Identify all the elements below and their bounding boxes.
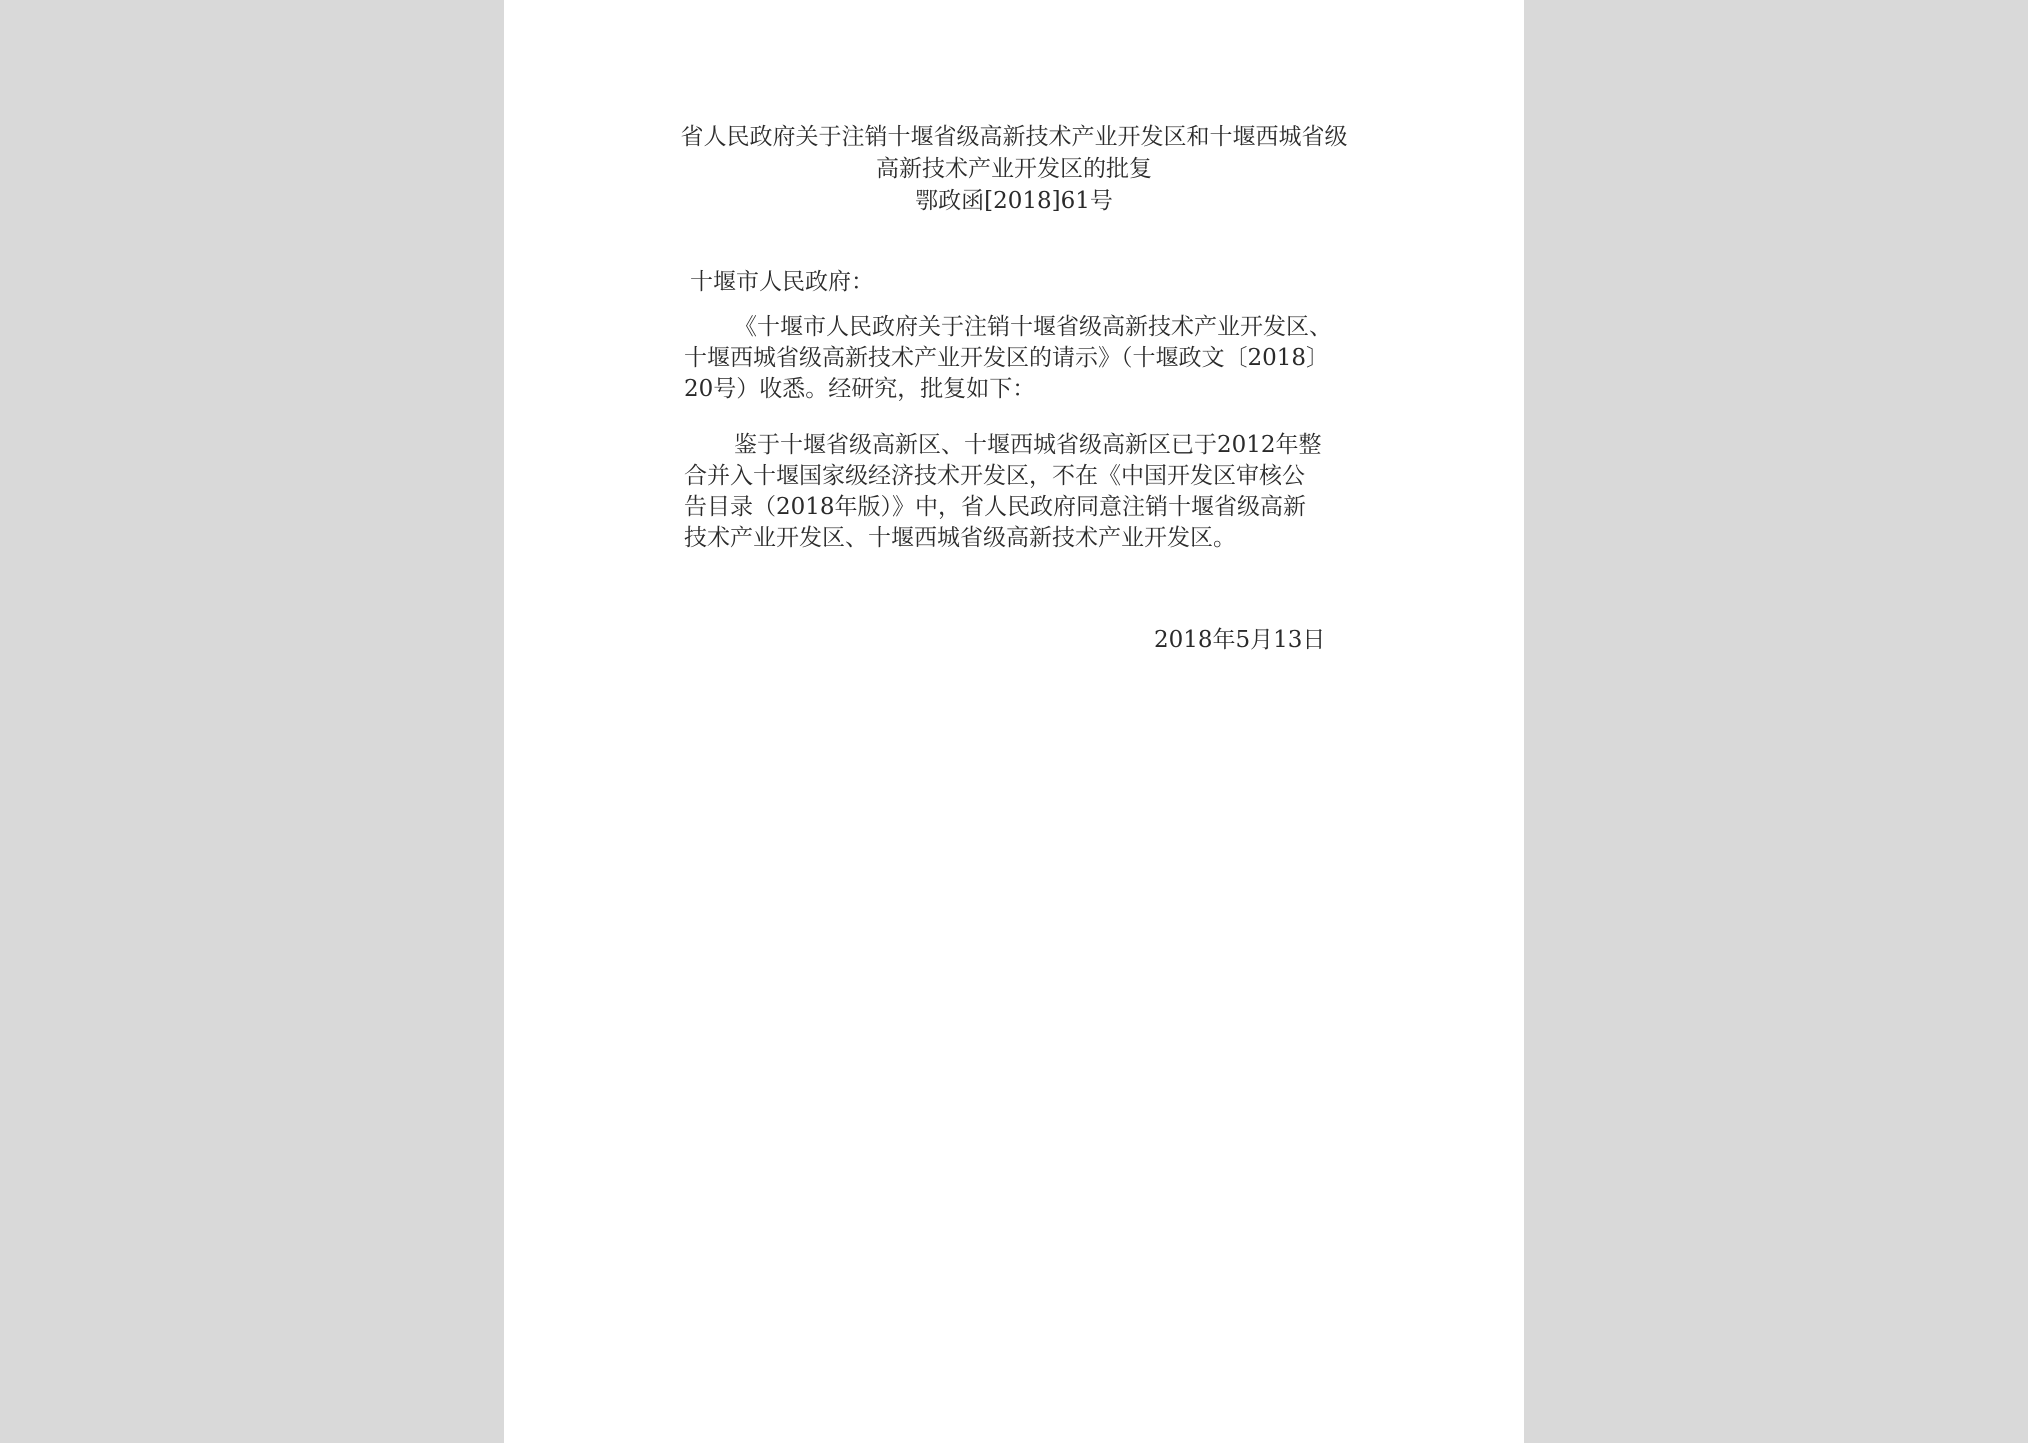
paragraph-line: 技术产业开发区、十堰西城省级高新技术产业开发区。 xyxy=(684,525,1236,551)
paragraph-line: 十堰西城省级高新技术产业开发区的请示》（十堰政文〔2018〕 xyxy=(684,345,1330,371)
document-number: 鄂政函[2018]61号 xyxy=(915,188,1113,214)
document-title xyxy=(504,121,1524,217)
salutation: 十堰市人民政府： xyxy=(690,269,874,295)
title-line-2: 高新技术产业开发区的批复 xyxy=(876,156,1152,182)
paragraph-line: 合并入十堰国家级经济技术开发区，不在《中国开发区审核公 xyxy=(684,463,1305,489)
paragraph-line: 告目录（2018年版）》中，省人民政府同意注销十堰省级高新 xyxy=(684,494,1307,520)
paragraph-line: 鉴于十堰省级高新区、十堰西城省级高新区已于2012年整 xyxy=(734,432,1322,458)
document-page xyxy=(504,0,1524,1443)
paragraph-line: 20号）收悉。经研究，批复如下： xyxy=(684,376,1036,402)
title-line-1: 省人民政府关于注销十堰省级高新技术产业开发区和十堰西城省级 xyxy=(680,124,1348,150)
body-paragraph-2 xyxy=(684,430,1322,554)
paragraph-line: 《十堰市人民政府关于注销十堰省级高新技术产业开发区、 xyxy=(734,314,1332,340)
body-paragraph-1 xyxy=(684,312,1332,405)
document-date: 2018年5月13日 xyxy=(1154,627,1326,653)
